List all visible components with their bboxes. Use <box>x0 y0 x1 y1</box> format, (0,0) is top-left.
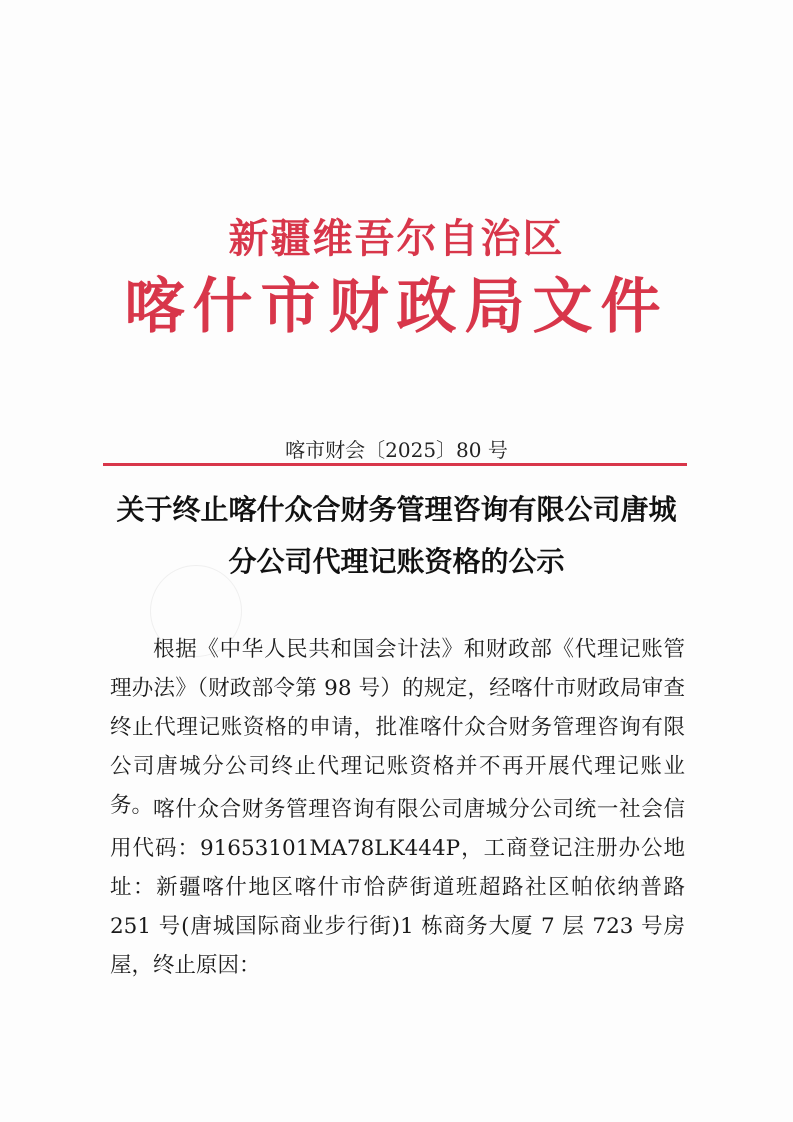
red-divider-line <box>103 463 687 466</box>
header-region: 新疆维吾尔自治区 <box>228 215 565 262</box>
body-paragraph-1: 根据《中华人民共和国会计法》和财政部《代理记账管理办法》（财政部令第 98 号）的规定，经喀什市财政局审查终止代理记账资格的申请，批准喀什众合财务管理咨询有限公司唐城分公司终止代理记账资格并不再开展代理记账业务。 <box>110 637 685 818</box>
document-title-line2: 分公司代理记账资格的公示 <box>228 545 565 578</box>
document-title-line1: 关于终止喀什众合财务管理咨询有限公司唐城 <box>116 493 677 526</box>
header-bureau-title: 喀什市财政局文件 <box>124 272 669 342</box>
body-paragraph-2: 喀什众合财务管理咨询有限公司唐城分公司统一社会信用代码：91653101MA78LK444P，工商登记注册办公地址：新疆喀什地区喀什市恰萨街道班超路社区帕依纳普路 251 号(唐城国际商业步行街)1 栋商务大厦 7 层 723 号房屋，终止原因： <box>110 797 685 978</box>
document-number: 喀市财会〔2025〕80 号 <box>285 438 508 462</box>
